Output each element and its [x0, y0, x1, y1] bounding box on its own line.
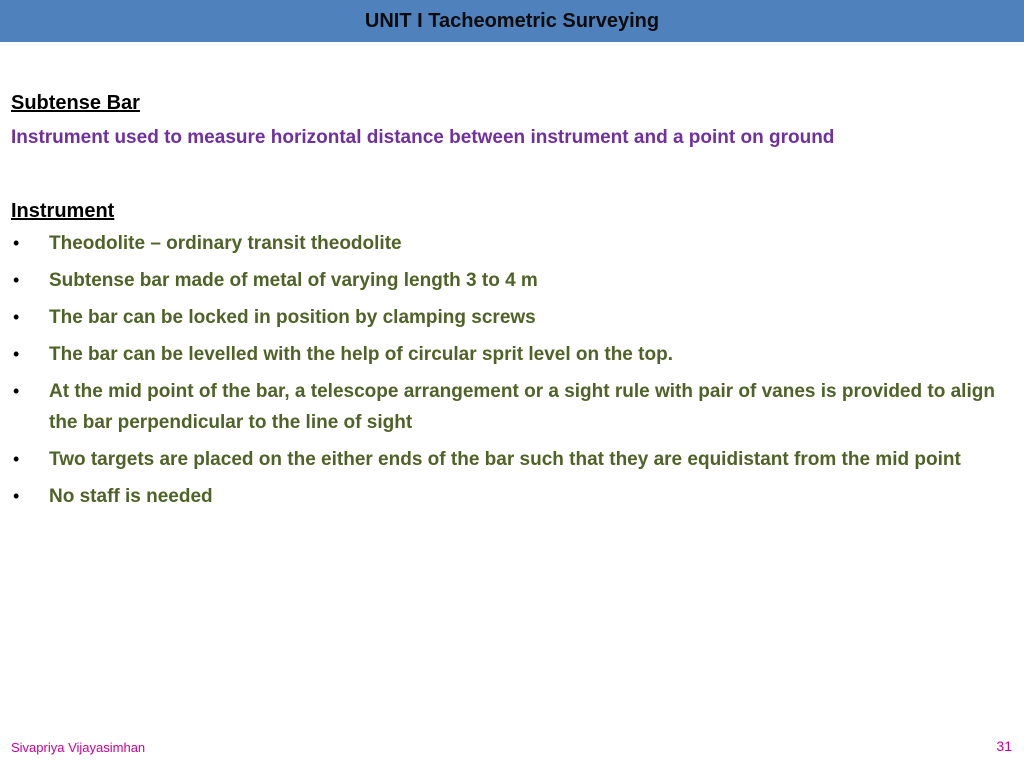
page-number: 31 [996, 738, 1012, 754]
list-item [11, 265, 999, 296]
instrument-bullet-list [11, 228, 1011, 512]
list-item-text: At the mid point of the bar, a telescope arrangement or a sight rule with pair of vanes is provided to align the bar perpendicular to the line of sight [49, 381, 995, 433]
list-item-text: No staff is needed [49, 486, 213, 507]
bullet-icon: • [13, 344, 20, 364]
list-item [11, 228, 999, 259]
slide-title: UNIT I Tacheometric Surveying [364, 9, 660, 32]
list-item-text: Subtense bar made of metal of varying length 3 to 4 m [49, 270, 538, 291]
list-item [11, 376, 999, 438]
list-item [11, 339, 999, 370]
section-heading-instrument: Instrument [11, 200, 115, 222]
slide-header [0, 0, 1024, 42]
bullet-icon: • [13, 449, 20, 469]
list-item [11, 302, 999, 333]
bullet-icon: • [13, 307, 20, 327]
footer-author: Sivapriya Vijayasimhan [11, 740, 146, 755]
bullet-icon: • [13, 486, 20, 506]
list-item-text: The bar can be levelled with the help of circular sprit level on the top. [49, 344, 673, 365]
section-description: Instrument used to measure horizontal distance between instrument and a point on ground [11, 127, 835, 148]
bullet-icon: • [13, 270, 20, 290]
bullet-icon: • [13, 233, 20, 253]
list-item [11, 444, 999, 475]
slide-content [11, 88, 1011, 512]
bullet-icon: • [13, 381, 20, 401]
list-item-text: The bar can be locked in position by clamping screws [49, 307, 536, 328]
list-item [11, 481, 999, 512]
list-item-text: Two targets are placed on the either ends of the bar such that they are equidistant from the mid point [49, 449, 961, 470]
list-item-text: Theodolite – ordinary transit theodolite [49, 233, 402, 254]
section-heading-subtense-bar: Subtense Bar [11, 92, 140, 114]
